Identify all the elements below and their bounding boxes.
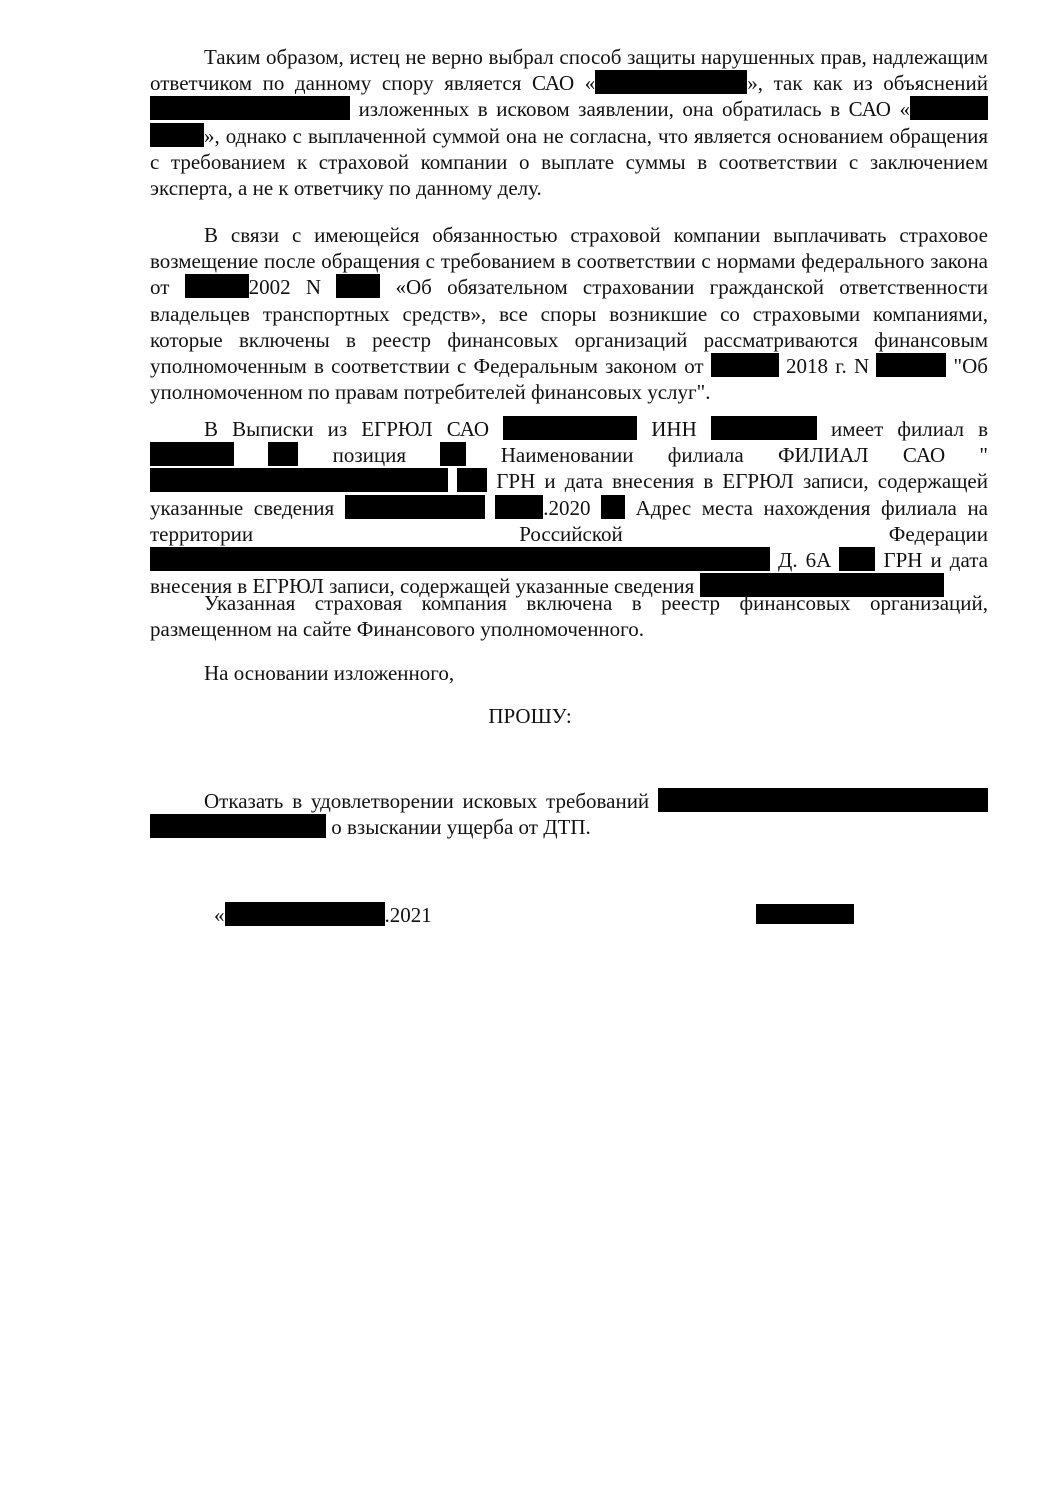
text: Адрес места нахождения филиала на территории Российской Федерации <box>150 495 989 546</box>
text: имеет филиал в <box>816 417 988 441</box>
redaction <box>457 468 487 492</box>
redaction <box>150 468 448 492</box>
redaction <box>601 495 625 519</box>
text: Наименовании филиала ФИЛИАЛ САО " <box>466 443 988 468</box>
text: 2002 N <box>248 275 337 300</box>
text: В связи с имеющейся обязанностью страховой компании выплачивать страховое возмещение после обращения с требованием в соответствии с нормами федерального закона от <box>150 223 988 300</box>
paragraph-improper-defendant <box>150 44 988 201</box>
redaction <box>658 788 988 812</box>
redaction <box>910 96 988 120</box>
paragraph-on-the-basis: На основании изложенного, <box>204 661 455 685</box>
redaction <box>150 442 234 466</box>
redaction <box>268 442 298 466</box>
redaction <box>876 353 946 377</box>
paragraph-insurer-obligation <box>150 222 988 405</box>
paragraph-registry-inclusion: Указанная страховая компания включена в реестр финансовых организаций, размещенном на сайте Финансового уполномоченного. <box>150 591 988 642</box>
redaction <box>150 123 204 147</box>
redaction <box>711 416 817 440</box>
text: Д. 6А <box>770 548 840 573</box>
redaction <box>440 442 466 466</box>
text: ИНН <box>637 417 711 441</box>
redaction <box>225 902 385 926</box>
text: », однако с выплаченной суммой она не согласна, что является основанием обращения с требованием к страховой компании о выплате суммы в соответствии с заключением эксперта, а не к ответчику по данному делу. <box>150 123 988 201</box>
request-heading: ПРОШУ: <box>488 704 572 728</box>
text: 2018 г. N <box>778 354 877 379</box>
text: изложенных в исковом заявлении, она обратилась в САО « <box>350 97 910 122</box>
text: .2020 <box>543 495 602 520</box>
redaction <box>150 547 770 571</box>
date-quote: « <box>214 903 225 927</box>
text: Таким образом, истец не верно выбрал способ защиты нарушенных прав, надлежащим ответчиком по данному спору является САО « <box>150 45 988 96</box>
redaction <box>150 814 326 838</box>
paragraph-egrul-extract <box>150 416 988 599</box>
redaction <box>839 547 875 571</box>
text: В Выписки из ЕГРЮЛ САО <box>204 417 504 441</box>
redaction <box>345 495 485 519</box>
redaction <box>336 274 380 298</box>
redaction <box>711 353 779 377</box>
text: ГРН и дата внесения в ЕГРЮЛ записи, содержащей указанные сведения <box>150 469 988 520</box>
paragraph-request <box>150 788 988 840</box>
signature-line <box>150 902 988 932</box>
text: Отказать в удовлетворении исковых требований <box>204 789 658 813</box>
signature-name-redaction <box>756 904 854 924</box>
text: о взыскании ущерба от ДТП. <box>326 815 591 840</box>
text: «Об обязательном страховании гражданской ответственности владельцев транспортных средств», все споры возникшие со страховыми компаниями, которые включены в реестр финансовых организаций рассматриваются финансовым уполномоченным в соответствии с Федеральным законом от <box>150 275 988 379</box>
redaction <box>503 416 637 440</box>
redaction <box>595 70 747 94</box>
signature-date <box>214 902 432 928</box>
text: позиция <box>298 443 441 468</box>
redaction <box>495 495 543 519</box>
date-year: .2021 <box>384 903 432 927</box>
text: "Об уполномоченном по правам потребителей финансовых услуг". <box>150 354 988 405</box>
redaction <box>150 96 350 120</box>
text: ГРН и дата внесения в ЕГРЮЛ записи, содержащей указанные сведения <box>150 548 988 599</box>
redaction <box>185 274 249 298</box>
text: », так как из объяснений <box>747 71 988 96</box>
